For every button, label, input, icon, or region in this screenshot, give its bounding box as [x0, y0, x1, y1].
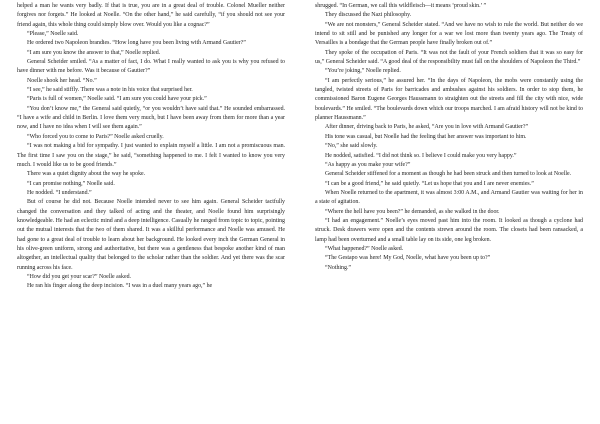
- paragraph: “I can be a good friend,” he said quietly. “Let us hope that you and I are never enemies.”: [325, 180, 534, 187]
- paragraph: “You don’t know me,” the General said quietly, “or you wouldn’t have said that.” He sounded embarrassed. “I have a wife and child in Berlin. I love them very much, but I have been away from them for more than a year now, and I have no idea when I will see them again.”: [17, 105, 285, 131]
- paragraph: “The Gestapo was here! My God, Noelle, what have you been up to?”: [325, 255, 491, 262]
- paragraph: “I am sure you know the answer to that,” Noelle replied.: [27, 49, 161, 56]
- paragraph: “I was not making a bid for sympathy. I just wanted to explain myself a little. I am not a promiscuous man. The first time I saw you on the stage,” he said, “something happened to me. I felt I wanted to know you very much. I would like us to be good friends.”: [17, 143, 285, 168]
- paragraph: He ran his finger along the deep incision. “I was in a duel many years ago,” he: [27, 283, 213, 290]
- paragraph: His tone was casual, but Noelle had the feeling that her answer was important to him.: [325, 133, 527, 140]
- paragraph: “As happy as you make your wife?”: [325, 161, 411, 168]
- paragraph: “What happened?” Noelle asked.: [325, 245, 404, 252]
- paragraph: General Scheider smiled. “As a matter of fact, I do. What I really wanted to ask you is why you refused to have dinner with me before. Was it because of Gautier?”: [17, 59, 285, 75]
- paragraph: He ordered two Napoleon brandies. “How long have you been living with Armand Gautier?”: [27, 40, 246, 47]
- paragraph: They spoke of the occupation of Paris. “It was not the fault of your French soldiers that it was so easy for us,” General Scheider said. “A good deal of the responsibility must fall on the shoulders of Napoleon the Third.”: [315, 49, 583, 66]
- right-page: [315, 2, 583, 422]
- paragraph: After dinner, driving back to Paris, he asked, “Are you in love with Armand Gautier?”: [325, 124, 529, 131]
- paragraph: “I can promise nothing,” Noelle said.: [27, 180, 115, 187]
- paragraph: There was a quiet dignity about the way he spoke.: [27, 171, 146, 178]
- paragraph: helped a man he wants very badly. If that is true, you are in a great deal of trouble. Colonel Mueller neither forgives nor forgets.” He looked at Noelle. “On the other hand,” he said carefully, “if you should not see your friend again, this whole thing could simply blow over. Would you like a cognac?”: [17, 3, 285, 28]
- paragraph: “Paris is full of women,” Noelle said. “I am sure you could have your pick.”: [27, 96, 207, 103]
- paragraph: “No,” she said slowly.: [325, 143, 378, 150]
- paragraph: “You’re joking,” Noelle replied.: [325, 68, 401, 75]
- paragraph: “Nothing.”: [325, 264, 352, 271]
- paragraph: He nodded. “I understand.”: [27, 189, 92, 196]
- paragraph: Noelle shook her head. “No.”: [27, 77, 97, 84]
- paragraph: When Noelle returned to the apartment, it was almost 3:00 A.M., and Armand Gautier was waiting for her in a state of agitation.: [315, 189, 583, 206]
- paragraph: “How did you get your scar?” Noelle asked.: [27, 273, 132, 280]
- paragraph: “Who forced you to come to Paris?” Noelle asked cruelly.: [27, 133, 164, 140]
- paragraph: But of course he did not. Because Noelle intended never to see him again. General Scheider tactfully changed the conversation and they talked of acting and the theater, and Noelle found him surprisingly knowledgeable. He had an eclectic mind and a deep intelligence. Casually he ranged from topic to topic, pointing out the mutual interests that the two of them shared. It was a skillful performance and Noelle was amused. He had gone to a great deal of trouble to learn about her background. He looked every inch the German General in his olive-green uniform, strong and authoritative, but there was a gentleness that bespoke another kind of man altogether, an intellectual quality that belonged to the scholar rather than the soldier. And yet there was the scar running across his face.: [17, 199, 285, 271]
- paragraph: They discussed the Nazi philosophy.: [325, 12, 412, 19]
- paragraph: “I had an engagement.” Noelle’s eyes moved past him into the room. It looked as though a cyclone had struck. Desk drawers were open and the contents strewn around the room. The closets had been ransacked, a lamp had been overturned and a small table lay on its side, one leg broken.: [315, 217, 583, 243]
- paragraph: “I am perfectly serious,” he assured her. “In the days of Napoleon, the mobs were constantly using the tangled, twisted streets of Paris for barricades and ambushes against his soldiers. In order to stop them, he commissioned Baron Eugene Georges Haussmann to straighten out the streets and fill the city with nice, wide boulevards.” He smiled. “The boulevards down which our troops marched. I am afraid history will not be kind to planner Haussmann.”: [315, 77, 583, 122]
- left-page: [17, 2, 285, 422]
- paragraph: shrugged. “In German, we call this wildfleisch—it means ‘proud skin.’ ”: [315, 3, 487, 9]
- paragraph: He nodded, satisfied. “I did not think so. I believe I could make you very happy.”: [325, 152, 517, 159]
- gutter: [299, 0, 301, 424]
- paragraph: “Please,” Noelle said.: [27, 31, 79, 38]
- paragraph: “We are not monsters,” General Scheider stated. “And we have no wish to rule the world. But neither do we intend to sit still and be punished any longer for a war we lost more than twenty years ago. The Treaty of Versailles is a bondage that the German people have finally broken out of.”: [315, 21, 583, 47]
- paragraph: “I see,” he said stiffly. There was a note in his voice that surprised her.: [27, 87, 193, 94]
- paragraph: “Where the hell have you been?” he demanded, as she walked in the door.: [325, 208, 500, 215]
- paragraph: General Scheider stiffened for a moment as though he had been struck and then turned to look at Noelle.: [325, 171, 572, 178]
